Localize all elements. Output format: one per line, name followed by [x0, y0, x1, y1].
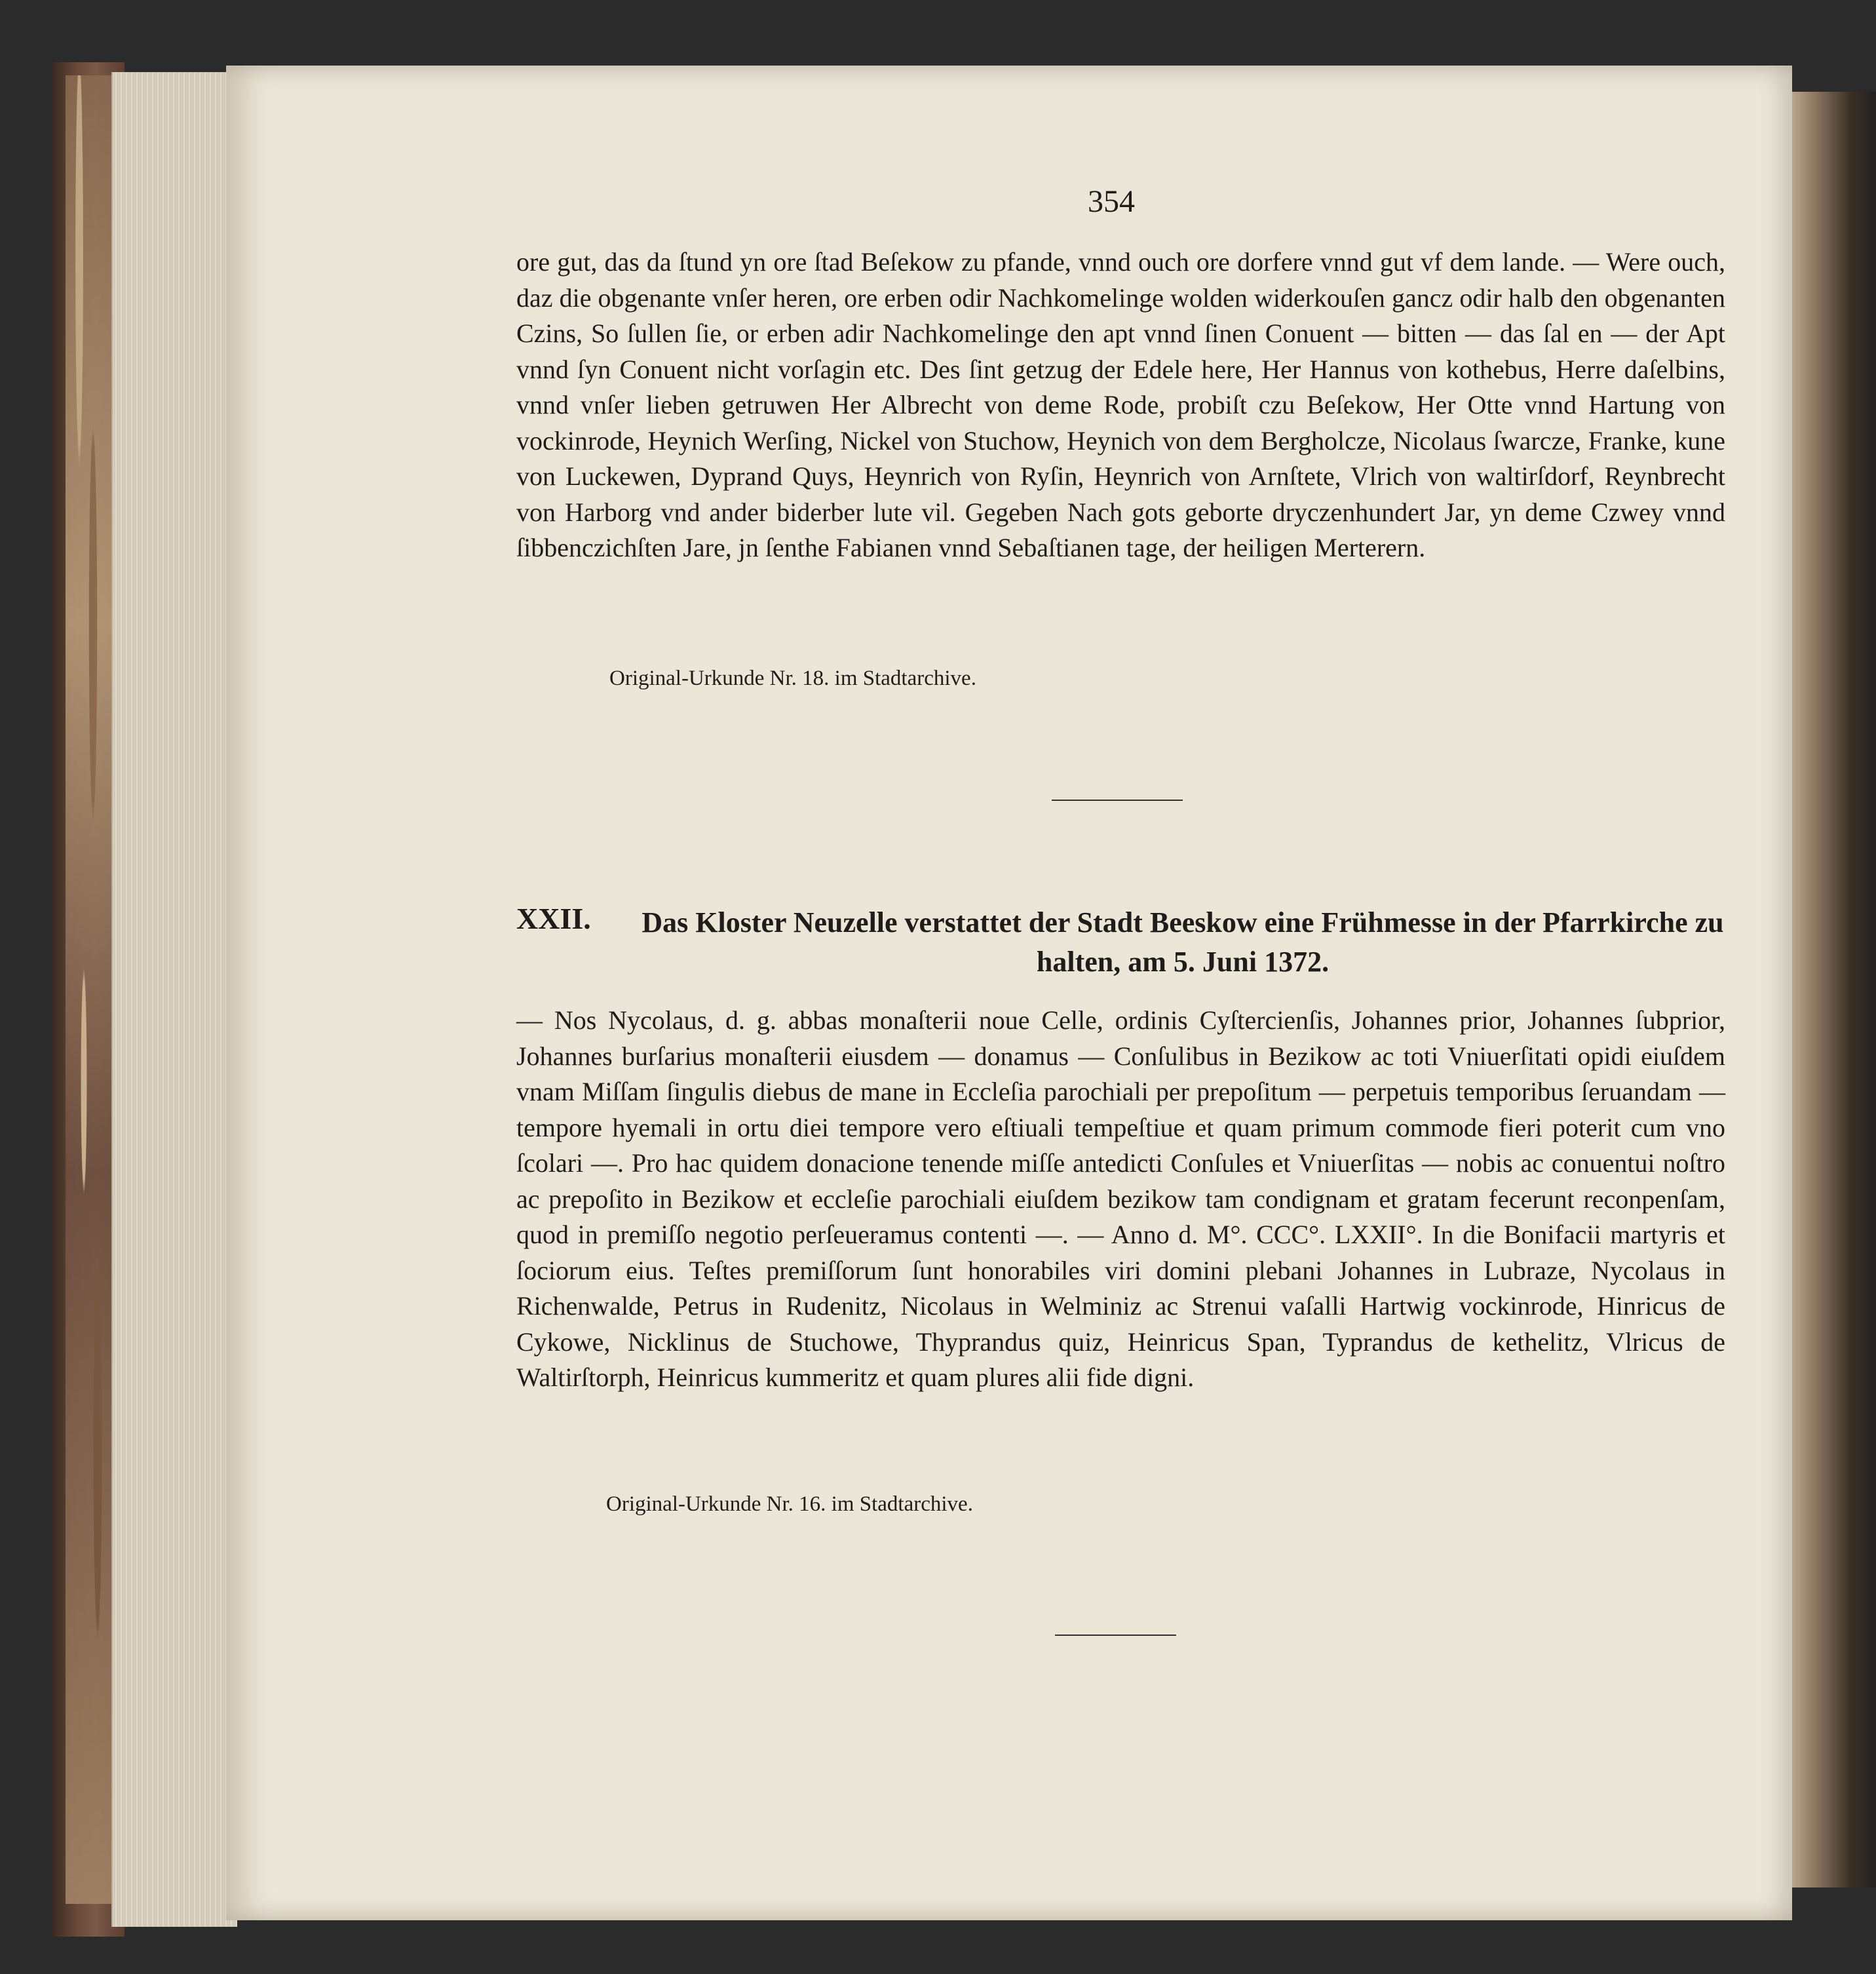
section-divider-2 — [1055, 1635, 1176, 1636]
source-note-2: Original-Urkunde Nr. 16. im Stadtarchive. — [606, 1492, 973, 1516]
source-note-1: Original-Urkunde Nr. 18. im Stadtarchive. — [609, 667, 976, 690]
marbled-cover-edge — [66, 75, 111, 1904]
section-heading: Das Kloster Neuzelle verstattet der Stadt Beeskow eine Frühmesse in der Pfarrkirche zu halten, am 5. Juni 1372. — [641, 906, 1724, 978]
page-stack-edges — [111, 72, 237, 1927]
section-divider-1 — [1052, 800, 1183, 801]
book-cover-right — [1791, 92, 1876, 1887]
paragraph-1: ore gut, das da ſtund yn ore ſtad Beſekow zu pfande, vnnd ouch ore dorfere vnnd gut vf dem lande. — Were ouch, daz die obgenante vnſer heren, ore erben odir Nachkomelinge wolden widerkouſen gancz odir halb den obgenanten Czins, So ſullen ſie, or erben adir Nachkomelinge den apt vnnd ſinen Conuent — bitten — das ſal en — der Apt vnnd ſyn Conuent nicht vorſagin etc. Des ſint getzug der Edele here, Her Hannus von kothebus, Herre daſelbins, vnnd vnſer lieben getruwen Her Albrecht von deme Rode, probiſt czu Beſekow, Her Otte vnnd Hartung von vockinrode, Heynich Werſing, Nickel von Stuchow, Heynich von dem Bergholcze, Nicolaus ſwarcze, Franke, kune von Luckewen, Dyprand Quys, Heynrich von Ryſin, Heynrich von Arnſtete, Vlrich von waltirſdorf, Reynbrecht von Harborg vnd ander biderber lute vil. Gegeben Nach gots geborte dryczenhundert Jar, yn deme Czwey vnnd ſibbenczichſten Jare, jn ſenthe Fabianen vnnd Sebaſtianen tage, der heiligen Merterern. — [516, 247, 1725, 562]
page-number: 354 — [1088, 184, 1135, 219]
paragraph-2: — Nos Nycolaus, d. g. abbas monaſterii noue Celle, ordinis Cyſtercienſis, Johannes prior, Johannes ſubprior, Johannes burſarius monaſterii eiusdem — donamus — Conſulibus in Bezikow ac toti Vniuerſitati opidi eiuſdem vnam Miſſam ſingulis diebus de mane in Eccleſia parochiali per prepoſitum — perpetuis temporibus ſeruandam — tempore hyemali in ortu diei tempore vero eſtiuali tempeſtiue et quam primum commode fieri poterit cum vno ſcolari —. Pro hac quidem donacione tenende miſſe antedicti Conſules et Vniuerſitas — nobis ac conuentui noſtro ac prepoſito in Bezikow et eccleſie parochiali eiuſdem bezikow tam condignam et gratam fecerunt reconpenſam, quod in premiſſo negotio perſeueramus contenti —. — Anno d. M°. CCC°. LXXII°. In die Bonifacii martyris et ſociorum eius. Teſtes premiſſorum ſunt honorabiles viri domini plebani Johannes in Lubraze, Nycolaus in Richenwalde, Petrus in Rudenitz, Nicolaus in Welminiz ac Strenui vaſalli Hartwig vockinrode, Hinricus de Cykowe, Nicklinus de Stuchowe, Thyprandus quiz, Heinricus Span, Typrandus de kethelitz, Vlricus de Waltirſtorph, Heinricus kummeritz et quam plures alii fide digni. — [516, 1005, 1725, 1392]
section-number: XXII. — [516, 902, 591, 935]
